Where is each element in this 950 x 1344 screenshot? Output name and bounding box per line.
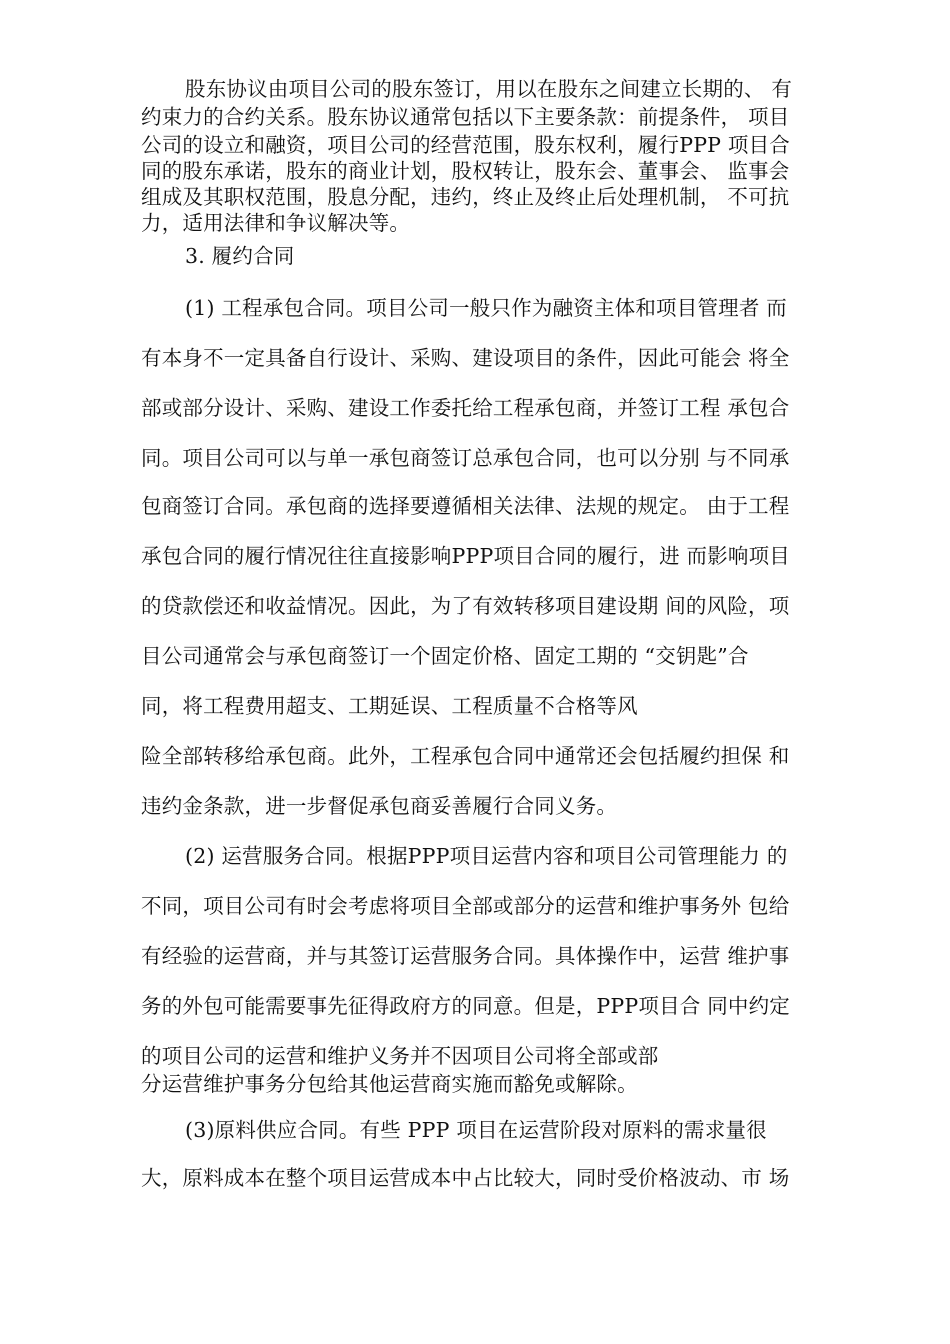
text-line: (3)原料供应合同。有些 PPP 项目在运营阶段对原料的需求量很 (185, 1118, 767, 1142)
text-line: 公司的设立和融资，项目公司的经营范围，股东权利，履行PPP 项目合 (141, 133, 790, 157)
text-line: 同。项目公司可以与单一承包商签订总承包合同，也可以分别 与不同承 (141, 446, 790, 470)
text-line: 违约金条款，进一步督促承包商妥善履行合同义务。 (141, 794, 618, 818)
text-line: 股东协议由项目公司的股东签订，用以在股东之间建立长期的、 有 (185, 77, 793, 101)
text-line: 有本身不一定具备自行设计、采购、建设项目的条件，因此可能会 将全 (141, 346, 790, 370)
text-line: 务的外包可能需要事先征得政府方的同意。但是，PPP项目合 同中约定 (141, 994, 790, 1018)
text-line: 不同，项目公司有时会考虑将项目全部或部分的运营和维护事务外 包给 (141, 894, 790, 918)
text-line: 险全部转移给承包商。此外，工程承包合同中通常还会包括履约担保 和 (141, 744, 790, 768)
section-heading: 3. 履约合同 (185, 244, 295, 268)
text-line: 组成及其职权范围，股息分配，违约，终止及终止后处理机制， 不可抗 (141, 185, 790, 209)
text-line: 同的股东承诺，股东的商业计划，股权转让，股东会、董事会、 监事会 (141, 159, 790, 183)
text-line: 的贷款偿还和收益情况。因此，为了有效转移项目建设期 间的风险，项 (141, 594, 790, 618)
text-line: 承包合同的履行情况往往直接影响PPP项目合同的履行，进 而影响项目 (141, 544, 790, 568)
text-line: 有经验的运营商，并与其签订运营服务合同。具体操作中，运营 维护事 (141, 944, 790, 968)
text-line: 的项目公司的运营和维护义务并不因项目公司将全部或部 (141, 1044, 659, 1068)
text-line: 目公司通常会与承包商签订一个固定价格、固定工期的 “交钥匙”合 (141, 644, 749, 668)
text-line: 约束力的合约关系。股东协议通常包括以下主要条款：前提条件， 项目 (141, 105, 790, 129)
text-line: 分运营维护事务分包给其他运营商实施而豁免或解除。 (141, 1072, 638, 1096)
text-line: 大，原料成本在整个项目运营成本中占比较大，同时受价格波动、市 场 (141, 1166, 790, 1190)
text-line: 力，适用法律和争议解决等。 (141, 211, 411, 235)
text-line: 同，将工程费用超支、工期延误、工程质量不合格等风 (141, 694, 638, 718)
text-line: (2) 运营服务合同。根据PPP项目运营内容和项目公司管理能力 的 (185, 844, 788, 868)
text-line: (1) 工程承包合同。项目公司一般只作为融资主体和项目管理者 而 (185, 296, 787, 320)
text-line: 部或部分设计、采购、建设工作委托给工程承包商，并签订工程 承包合 (141, 396, 790, 420)
text-line: 包商签订合同。承包商的选择要遵循相关法律、法规的规定。 由于工程 (141, 494, 790, 518)
